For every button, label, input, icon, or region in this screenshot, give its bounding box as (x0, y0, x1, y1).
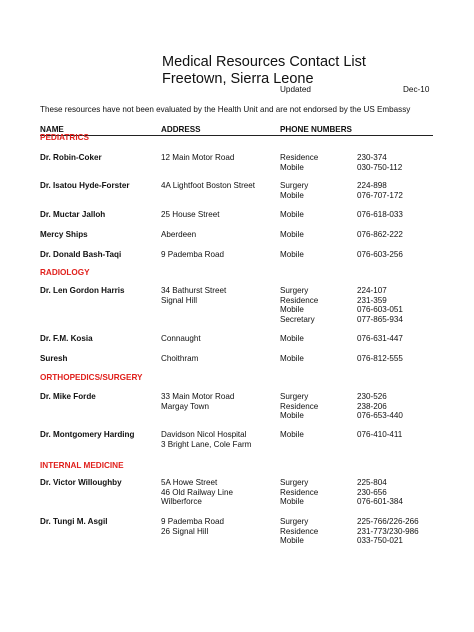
phone-number: 238-206 (357, 401, 387, 411)
contact-address (161, 354, 198, 364)
phone-number: 230-656 (357, 487, 387, 497)
phone-number: 076-601-384 (357, 497, 403, 507)
updated-date: Dec-10 (403, 85, 430, 94)
phone-number: 224-107 (357, 286, 387, 295)
phone-numbers (357, 181, 403, 200)
phone-type-label: Surgery (280, 181, 309, 190)
phone-numbers (357, 354, 403, 364)
phone-type-label: Secretary (280, 314, 315, 324)
phone-type-label: Residence (280, 153, 319, 162)
phone-types (280, 181, 308, 200)
phone-numbers (357, 286, 403, 324)
document-subtitle: Freetown, Sierra Leone (162, 71, 314, 87)
address-line: Aberdeen (161, 230, 197, 239)
section-pediatrics: PEDIATRICS (40, 133, 89, 142)
address-line: 26 Signal Hill (161, 526, 209, 536)
address-line: Davidson Nicol Hospital (161, 430, 247, 439)
phone-type-label: Residence (280, 487, 319, 497)
address-line: Wilberforce (161, 497, 202, 507)
phone-type-label: Mobile (280, 334, 304, 343)
section-orthopedics-surgery: ORTHOPEDICS/SURGERY (40, 373, 143, 382)
phone-types (280, 210, 304, 220)
phone-numbers (357, 230, 403, 240)
phone-type-label: Mobile (280, 230, 304, 239)
phone-number: 076-812-555 (357, 354, 403, 363)
column-header-phone: PHONE NUMBERS (280, 125, 352, 134)
column-header-name: NAME (40, 125, 64, 134)
contact-name: Suresh (40, 354, 68, 363)
phone-number: 076-410-411 (357, 430, 403, 439)
phone-number: 230-374 (357, 153, 387, 162)
address-line: Margay Town (161, 401, 209, 411)
phone-numbers (357, 334, 403, 344)
phone-type-label: Surgery (280, 478, 309, 487)
contact-address (161, 430, 251, 449)
phone-number: 231-773/230-986 (357, 526, 419, 536)
phone-type-label: Residence (280, 526, 319, 536)
phone-type-label: Mobile (280, 250, 304, 259)
contact-address (161, 153, 234, 163)
section-radiology: RADIOLOGY (40, 268, 90, 277)
phone-number: 076-631-447 (357, 334, 403, 343)
address-line: 4A Lightfoot Boston Street (161, 181, 256, 190)
contact-address (161, 286, 226, 305)
contact-name: Dr. Donald Bash-Taqi (40, 250, 122, 259)
phone-number: 030-750-112 (357, 162, 403, 172)
phone-type-label: Mobile (280, 162, 304, 172)
contact-address (161, 181, 255, 191)
contact-address (161, 517, 224, 536)
contact-address (161, 250, 224, 260)
contact-name: Dr. Tungi M. Asgil (40, 517, 108, 526)
phone-types (280, 334, 304, 344)
phone-numbers (357, 478, 403, 507)
contact-name: Dr. Len Gordon Harris (40, 286, 125, 295)
phone-number: 076-653-440 (357, 411, 403, 421)
phone-type-label: Mobile (280, 210, 304, 219)
phone-types (280, 153, 318, 172)
phone-number: 076-618-033 (357, 210, 403, 219)
phone-types (280, 392, 318, 421)
phone-type-label: Residence (280, 295, 319, 305)
address-line: Choithram (161, 354, 199, 363)
phone-number: 076-603-051 (357, 305, 403, 315)
contact-name: Dr. Isatou Hyde-Forster (40, 181, 130, 190)
phone-numbers (357, 210, 403, 220)
phone-types (280, 430, 304, 440)
contact-name: Dr. Robin-Coker (40, 153, 102, 162)
phone-number: 076-862-222 (357, 230, 403, 239)
phone-number: 033-750-021 (357, 536, 403, 546)
address-line: 46 Old Railway Line (161, 487, 233, 497)
phone-types (280, 286, 318, 324)
address-line: 25 House Street (161, 210, 220, 219)
disclaimer-text: These resources have not been evaluated by the Health Unit and are not endorsed by the US Embassy (40, 105, 411, 114)
phone-type-label: Mobile (280, 411, 304, 421)
contact-address (161, 230, 196, 240)
phone-types (280, 478, 318, 507)
contact-name: Mercy Ships (40, 230, 88, 239)
contact-name: Dr. Mike Forde (40, 392, 96, 401)
address-line: 9 Pademba Road (161, 250, 224, 259)
phone-types (280, 517, 318, 546)
contact-name: Dr. F.M. Kosia (40, 334, 93, 343)
phone-numbers (357, 392, 403, 421)
phone-type-label: Mobile (280, 430, 304, 439)
address-line: 3 Bright Lane, Cole Farm (161, 439, 252, 449)
phone-types (280, 250, 304, 260)
contact-name: Dr. Victor Willoughby (40, 478, 122, 487)
contact-address (161, 478, 233, 507)
header-divider (40, 135, 433, 136)
address-line: 12 Main Motor Road (161, 153, 235, 162)
phone-numbers (357, 250, 403, 260)
phone-numbers (357, 153, 402, 172)
document-title: Medical Resources Contact List (162, 54, 366, 70)
contact-name: Dr. Muctar Jalloh (40, 210, 106, 219)
phone-numbers (357, 517, 419, 546)
phone-type-label: Mobile (280, 190, 304, 200)
phone-number: 231-359 (357, 295, 387, 305)
phone-number: 076-603-256 (357, 250, 403, 259)
phone-number: 225-766/226-266 (357, 517, 419, 526)
phone-type-label: Surgery (280, 392, 309, 401)
phone-type-label: Surgery (280, 517, 309, 526)
phone-type-label: Mobile (280, 536, 304, 546)
phone-type-label: Residence (280, 401, 319, 411)
contact-address (161, 392, 234, 411)
contact-name: Dr. Montgomery Harding (40, 430, 135, 439)
phone-number: 230-526 (357, 392, 387, 401)
phone-number: 076-707-172 (357, 190, 403, 200)
phone-type-label: Mobile (280, 354, 304, 363)
phone-types (280, 230, 304, 240)
phone-number: 225-804 (357, 478, 387, 487)
address-line: 34 Bathurst Street (161, 286, 227, 295)
phone-number: 077-865-934 (357, 314, 403, 324)
phone-type-label: Surgery (280, 286, 309, 295)
phone-type-label: Mobile (280, 497, 304, 507)
contact-address (161, 210, 220, 220)
column-header-address: ADDRESS (161, 125, 201, 134)
updated-label: Updated (280, 85, 311, 94)
address-line: Connaught (161, 334, 201, 343)
address-line: Signal Hill (161, 295, 197, 305)
phone-number: 224-898 (357, 181, 387, 190)
address-line: 33 Main Motor Road (161, 392, 235, 401)
address-line: 5A Howe Street (161, 478, 218, 487)
phone-numbers (357, 430, 402, 440)
contact-address (161, 334, 201, 344)
section-internal-medicine: INTERNAL MEDICINE (40, 461, 124, 470)
phone-types (280, 354, 304, 364)
address-line: 9 Pademba Road (161, 517, 224, 526)
phone-type-label: Mobile (280, 305, 304, 315)
